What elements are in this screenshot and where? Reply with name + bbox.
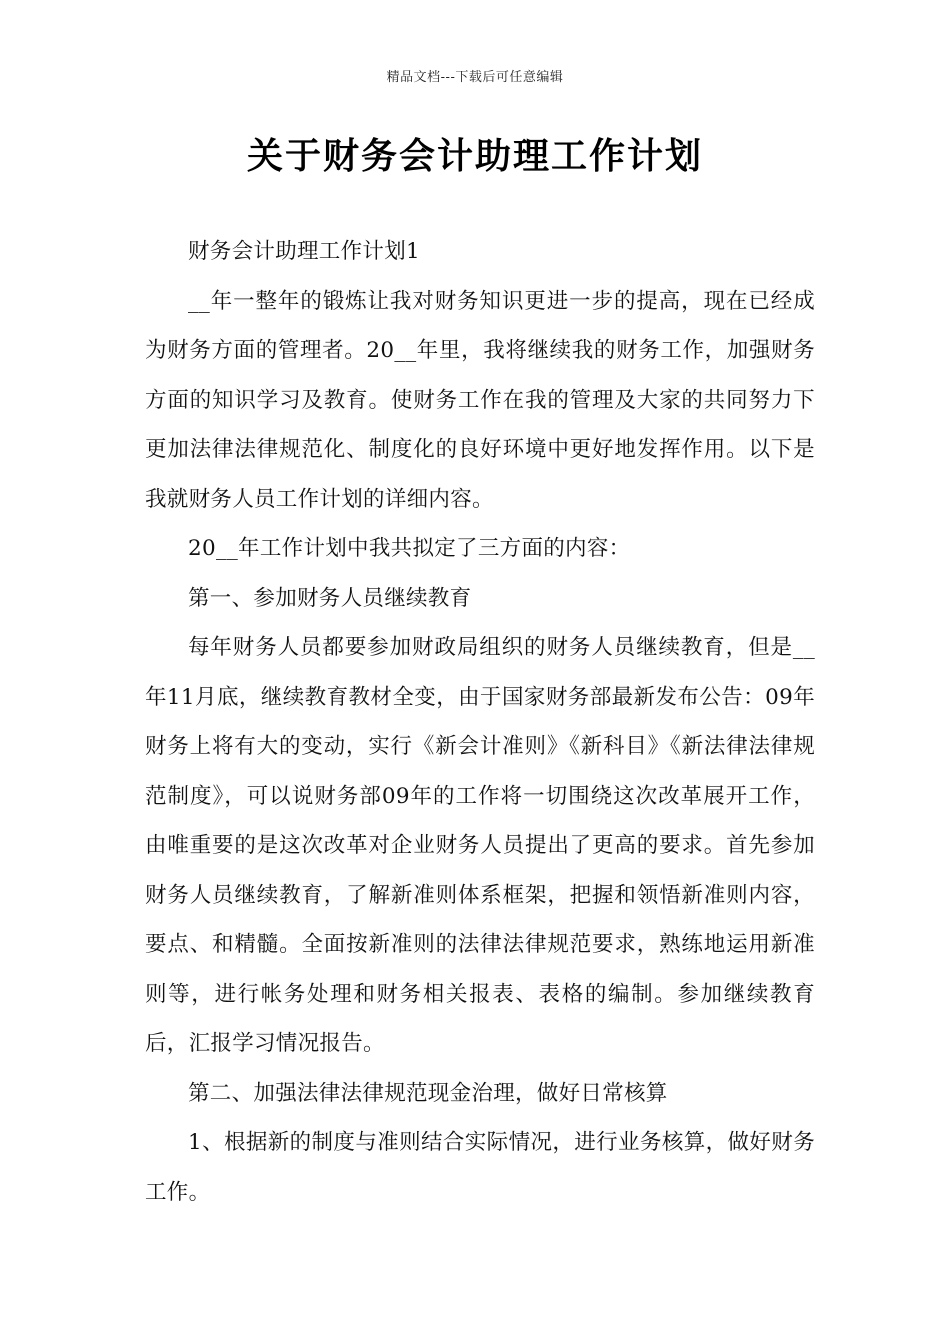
document-title: 关于财务会计助理工作计划 — [246, 136, 703, 177]
section-heading-plan-1: 财务会计助理工作计划1 — [188, 239, 420, 264]
paragraph-intro: __年一整年的锻炼让我对财务知识更进一步的提高，现在已经成为财务方面的管理者。20__年里，我将继续我的财务工作，加强财务方面的知识学习及教育。使财务工作在我的管理及大家的共同努力下更加法律法律规范化、制度化的良好环境中更好地发挥作用。以下是我就财务人员工作计划的详细内容。 — [145, 288, 815, 512]
paragraph-plan-overview: 20__年工作计划中我共拟定了三方面的内容： — [188, 536, 631, 561]
header-note: 精品文档---下载后可任意编辑 — [386, 70, 564, 85]
document-body — [145, 227, 815, 1217]
paragraph-continuing-education: 每年财务人员都要参加财政局组织的财务人员继续教育，但是__年11月底，继续教育教材全变，由于国家财务部最新发布公告：09年财务上将有大的变动，实行《新会计准则》《新科目》《新法律法律规范制度》，可以说财务部09年的工作将一切围绕这次改革展开工作，由唯重要的是这次改革对企业财务人员提出了更高的要求。首先参加财务人员继续教育，了解新准则体系框架，把握和领悟新准则内容，要点、和精髓。全面按新准则的法律法律规范要求，熟练地运用新准则等，进行帐务处理和财务相关报表、表格的编制。参加继续教育后，汇报学习情况报告。 — [145, 635, 815, 1056]
section-heading-second: 第二、加强法律法律规范现金治理，做好日常核算 — [188, 1080, 668, 1106]
paragraph-item-1: 1、根据新的制度与准则结合实际情况，进行业务核算，做好财务工作。 — [145, 1130, 815, 1205]
section-heading-first: 第一、参加财务人员继续教育 — [188, 585, 472, 611]
